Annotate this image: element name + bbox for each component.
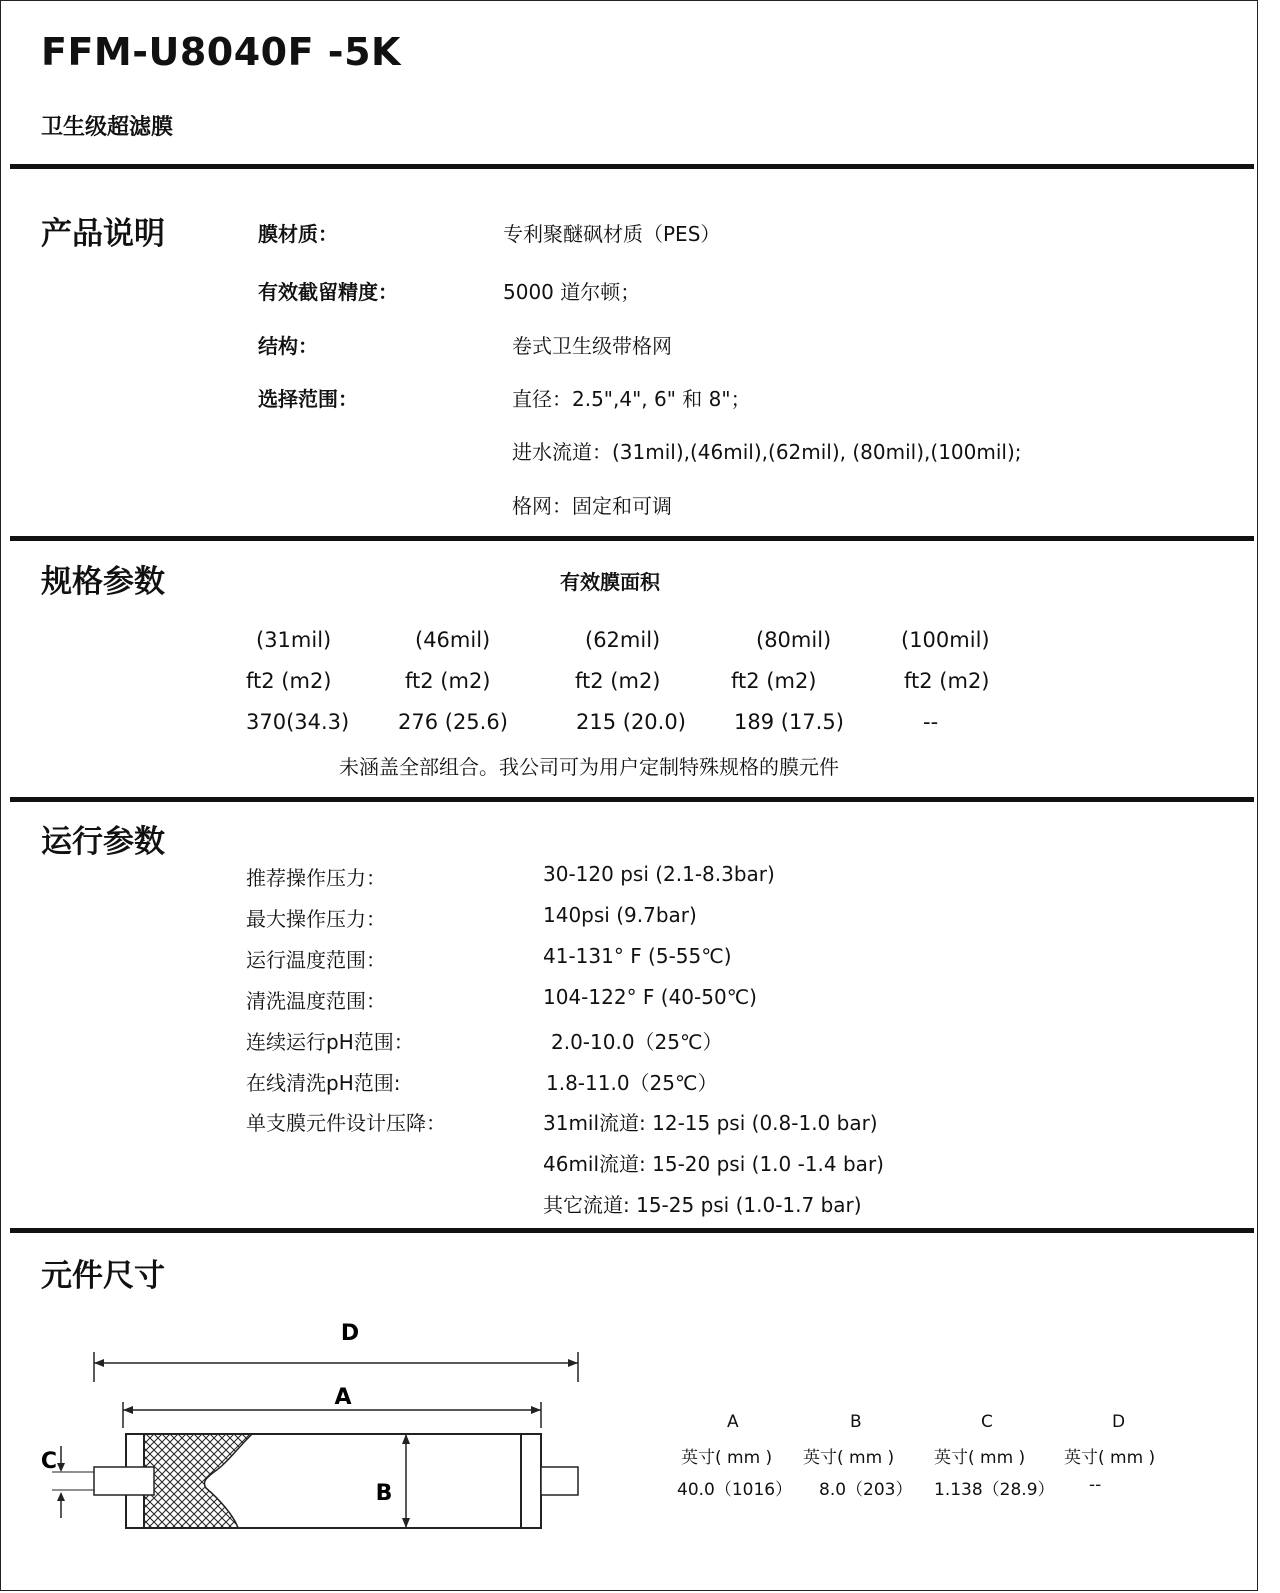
- dimension-letter: B: [850, 1412, 862, 1432]
- spec-value: 专利聚醚砜材质（PES）: [503, 222, 721, 246]
- spec-value: 格网：固定和可调: [512, 494, 672, 518]
- center-tube-left: [94, 1467, 154, 1495]
- spec-label: 选择范围：: [258, 387, 358, 411]
- unit-cell: ft2 (m2): [246, 669, 332, 693]
- param-value: 41-131° F (5-55℃): [543, 944, 732, 968]
- area-value: 276 (25.6): [398, 710, 508, 734]
- center-tube-right: [541, 1467, 578, 1495]
- channel-header: (31mil): [256, 628, 332, 652]
- area-value: --: [923, 710, 939, 734]
- param-value: 1.8-11.0（25℃）: [546, 1071, 718, 1095]
- dimension-label-a: A: [334, 1385, 352, 1410]
- area-value: 215 (20.0): [576, 710, 686, 734]
- section-heading-specs: 规格参数: [41, 564, 165, 600]
- unit-cell: ft2 (m2): [405, 669, 491, 693]
- param-value: 其它流道: 15-25 psi (1.0-1.7 bar): [543, 1193, 862, 1217]
- param-value: 104-122° F (40-50℃): [543, 985, 757, 1009]
- unit-cell: ft2 (m2): [575, 669, 661, 693]
- spec-value: 卷式卫生级带格网: [512, 334, 672, 358]
- dimension-unit: 英寸( mm ): [681, 1448, 773, 1468]
- param-value: 140psi (9.7bar): [543, 903, 697, 927]
- spec-label: 有效截留精度：: [258, 280, 398, 304]
- param-value: 31mil流道: 12-15 psi (0.8-1.0 bar): [543, 1111, 878, 1135]
- section-heading-operation: 运行参数: [41, 824, 165, 860]
- area-title: 有效膜面积: [560, 570, 660, 594]
- param-label: 推荐操作压力：: [246, 866, 386, 890]
- section-divider: [10, 536, 1254, 541]
- dimension-label-c: C: [40, 1449, 58, 1474]
- spec-label: 膜材质：: [258, 222, 338, 246]
- channel-header: (62mil): [585, 628, 661, 652]
- custom-note: 未涵盖全部组合。我公司可为用户定制特殊规格的膜元件: [339, 755, 839, 779]
- unit-cell: ft2 (m2): [731, 669, 817, 693]
- channel-header: (46mil): [415, 628, 491, 652]
- param-label: 单支膜元件设计压降：: [246, 1111, 446, 1135]
- page-title: FFM-U8040F -5K: [41, 30, 401, 74]
- param-label: 最大操作压力：: [246, 907, 386, 931]
- param-value: 2.0-10.0（25℃）: [551, 1030, 723, 1054]
- page-subtitle: 卫生级超滤膜: [41, 115, 174, 140]
- spec-value: 进水流道：(31mil),(46mil),(62mil), (80mil),(100mil);: [512, 440, 1022, 464]
- spec-value: 5000 道尔顿；: [503, 280, 641, 304]
- param-label: 在线清洗pH范围:: [246, 1071, 401, 1095]
- dimension-label-b: B: [375, 1481, 393, 1506]
- section-heading-product: 产品说明: [41, 216, 165, 252]
- dimension-value: 40.0（1016）: [677, 1480, 793, 1500]
- dimension-letter: A: [727, 1412, 739, 1432]
- param-value: 46mil流道: 15-20 psi (1.0 -1.4 bar): [543, 1152, 884, 1176]
- spec-value: 直径：2.5",4", 6" 和 8"；: [512, 387, 751, 411]
- channel-header: (100mil): [901, 628, 990, 652]
- channel-header: (80mil): [756, 628, 832, 652]
- dimension-value: --: [1089, 1475, 1102, 1495]
- dimension-value: 1.138（28.9）: [934, 1480, 1055, 1500]
- param-label: 清洗温度范围：: [246, 989, 386, 1013]
- dimension-value: 8.0（203）: [819, 1480, 913, 1500]
- param-value: 30-120 psi (2.1-8.3bar): [543, 862, 775, 886]
- param-label: 运行温度范围：: [246, 948, 386, 972]
- dimension-unit: 英寸( mm ): [803, 1448, 895, 1468]
- dimension-label-d: D: [340, 1321, 360, 1346]
- membrane-element-diagram: [30, 1310, 610, 1550]
- dimension-letter: D: [1112, 1412, 1126, 1432]
- unit-cell: ft2 (m2): [904, 669, 990, 693]
- param-label: 连续运行pH范围：: [246, 1030, 414, 1054]
- section-divider: [10, 1228, 1254, 1233]
- dimension-unit: 英寸( mm ): [934, 1448, 1026, 1468]
- dimension-letter: C: [981, 1412, 993, 1432]
- section-divider: [10, 164, 1254, 169]
- dimension-unit: 英寸( mm ): [1064, 1448, 1156, 1468]
- area-value: 189 (17.5): [734, 710, 844, 734]
- section-heading-dimensions: 元件尺寸: [41, 1258, 165, 1294]
- section-divider: [10, 797, 1254, 802]
- area-value: 370(34.3): [246, 710, 350, 734]
- spec-label: 结构：: [258, 334, 318, 358]
